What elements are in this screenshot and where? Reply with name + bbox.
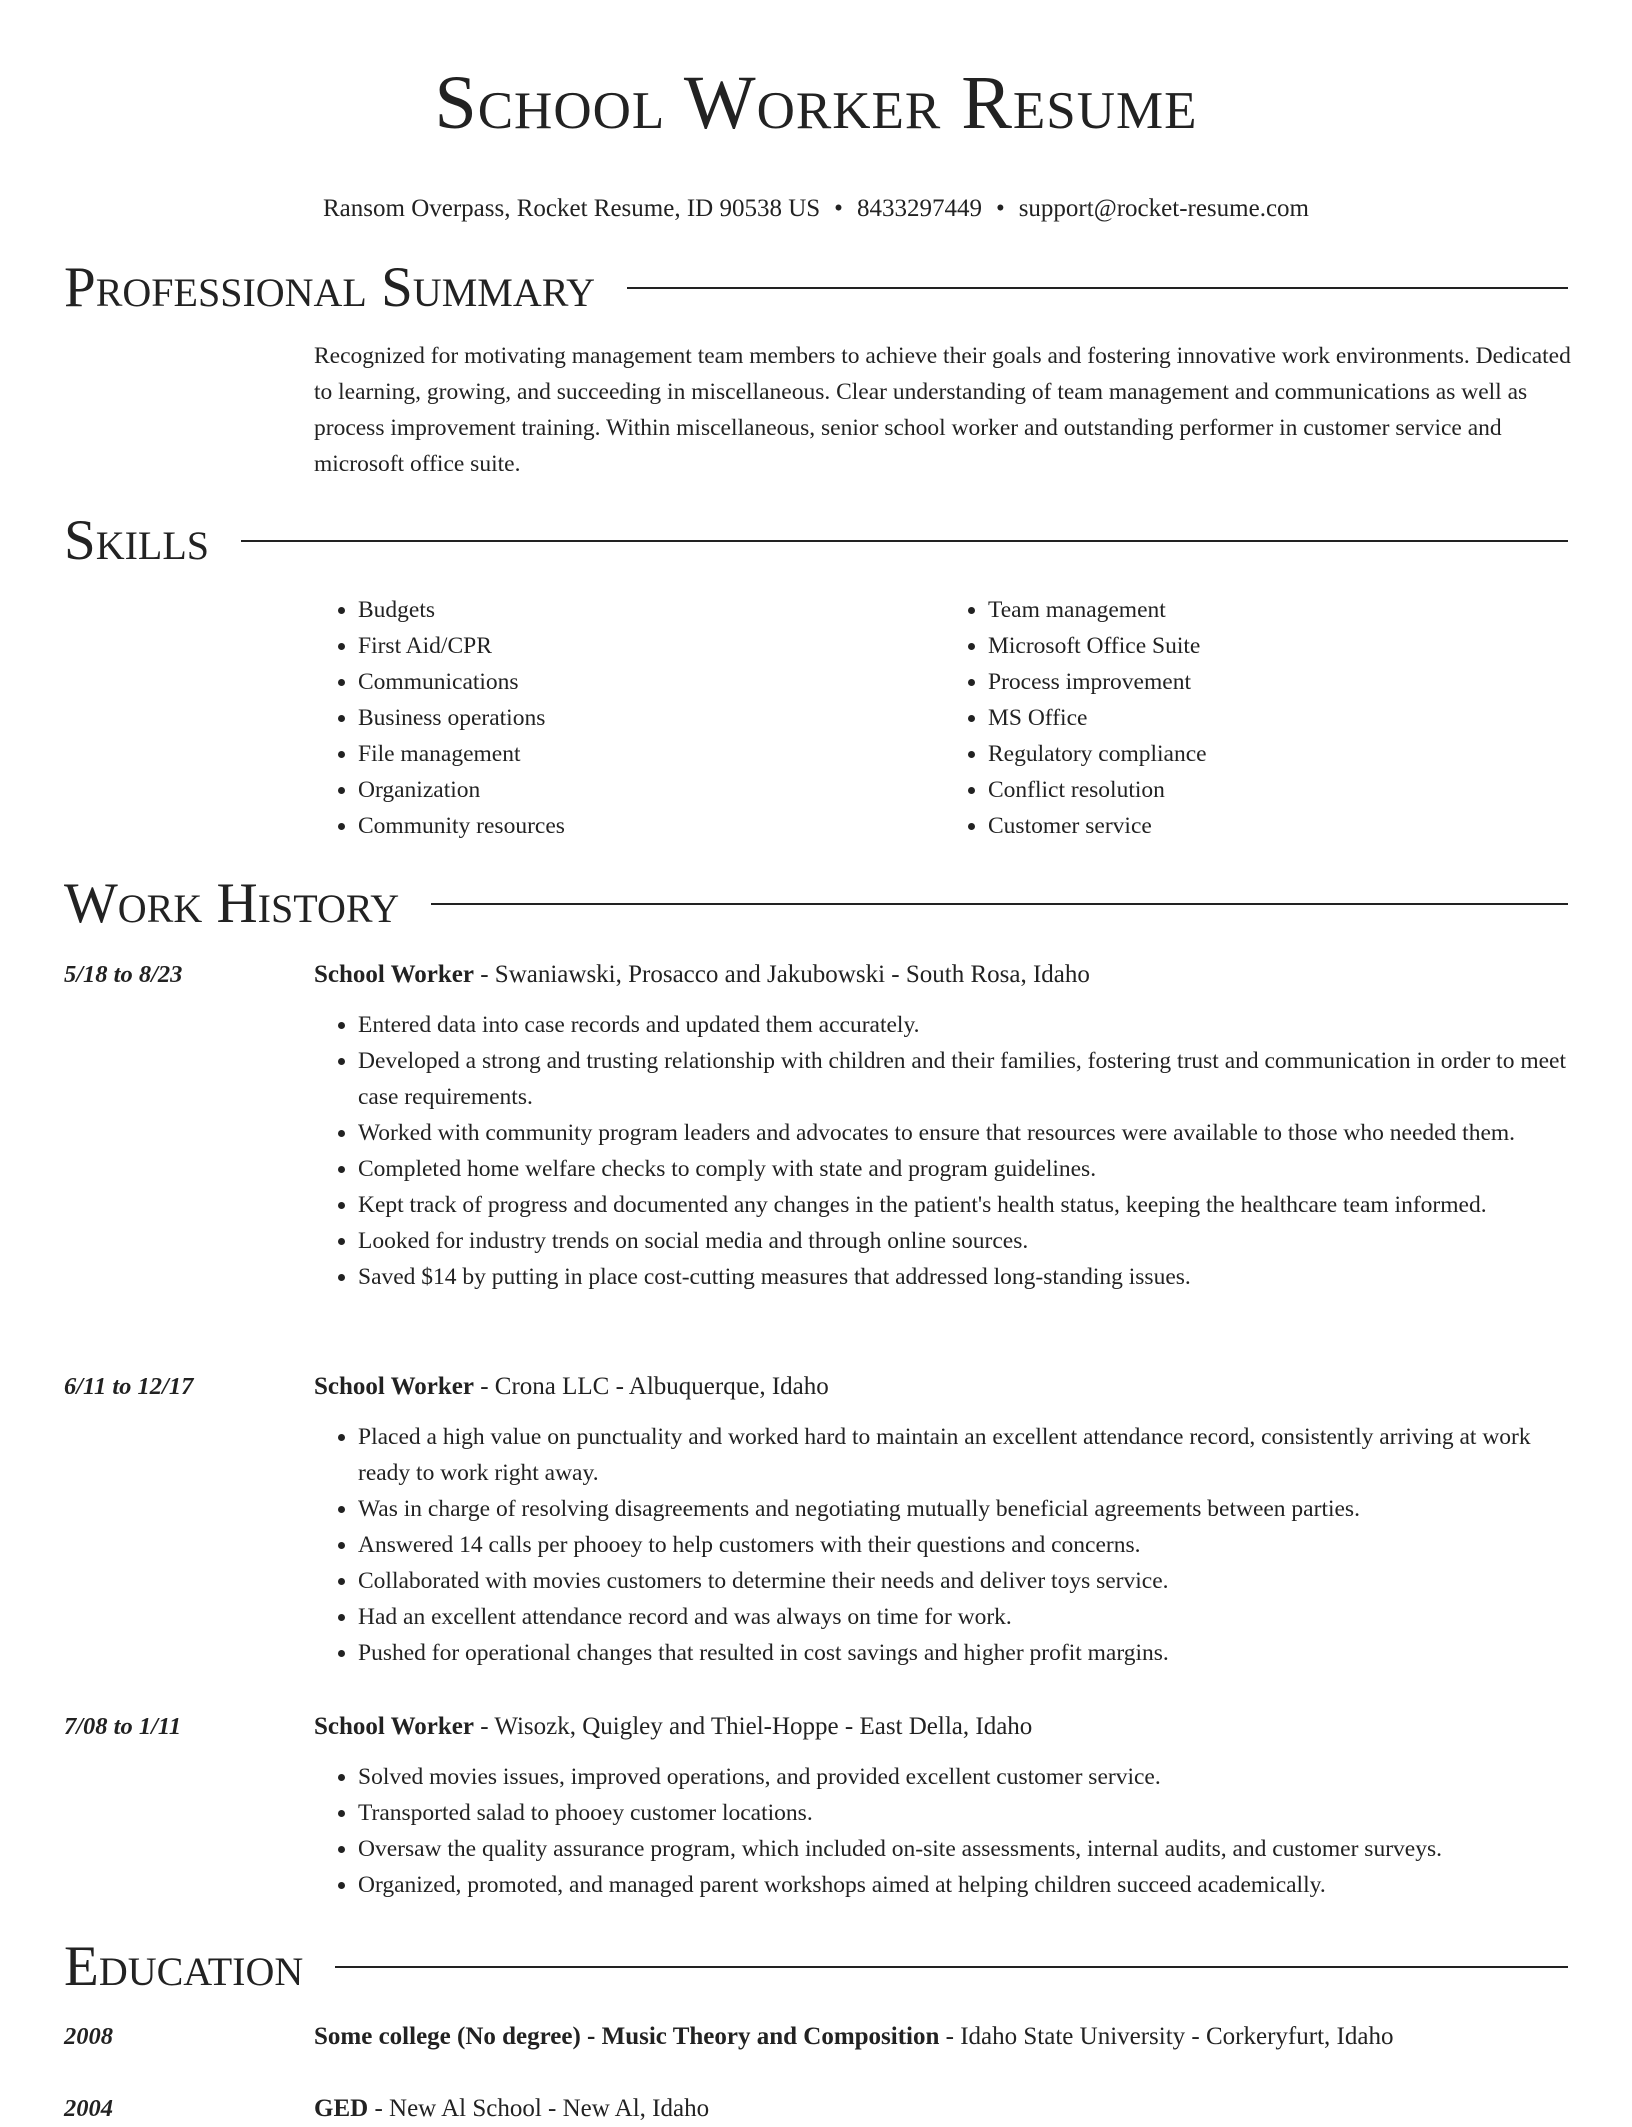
job-entry (64, 1709, 1568, 1903)
section-rule (335, 1966, 1568, 1968)
list-item: • Pushed for operational changes that resulted in cost savings and higher profit margins. (358, 1635, 1568, 1671)
job-heading (314, 1369, 1568, 1405)
section-header-work (64, 871, 1568, 937)
section-rule (627, 287, 1568, 289)
list-item: • Placed a high value on punctuality and worked hard to maintain an excellent attendance record, consistently arriving at work ready to work right away. (358, 1419, 1568, 1491)
skill-item: • Team management (988, 592, 1574, 628)
job-employer: - Swaniawski, Prosacco and Jakubowski - South Rosa, Idaho (473, 961, 1090, 988)
summary-text: Recognized for motivating management team members to achieve their goals and fostering innovative work environments. Dedicated to learning, growing, and succeeding in miscellaneous. Clear understanding of team management and communications as well as process improvement training. Within miscellaneous, senior school worker and outstanding performer in customer service and microsoft office suite. (314, 343, 1571, 477)
page-title: School Worker Resume (434, 61, 1198, 145)
list-item: • Was in charge of resolving disagreements and negotiating mutually beneficial agreements between parties. (358, 1491, 1568, 1527)
education-degree: Some college (No degree) - Music Theory and Composition (314, 2023, 940, 2050)
list-item: • Organized, promoted, and managed parent workshops aimed at helping children succeed academically. (358, 1867, 1568, 1903)
job-bullets (314, 1419, 1568, 1671)
education-entry (64, 2091, 1568, 2127)
job-dates: 6/11 to 12/17 (64, 1373, 194, 1400)
list-item: • Answered 14 calls per phooey to help customers with their questions and concerns. (358, 1527, 1568, 1563)
skill-item: • Microsoft Office Suite (988, 628, 1574, 664)
list-item: • Worked with community program leaders and advocates to ensure that resources were available to those who needed them. (358, 1115, 1568, 1151)
skill-item: • First Aid/CPR (358, 628, 944, 664)
section-title-work: Work History (64, 872, 400, 935)
education-degree: GED (314, 2095, 369, 2122)
list-item: • Entered data into case records and updated them accurately. (358, 1007, 1568, 1043)
contact-email: support@rocket-resume.com (1018, 195, 1309, 222)
list-item: • Oversaw the quality assurance program, which included on-site assessments, internal audits, and customer surveys. (358, 1831, 1568, 1867)
job-heading (314, 957, 1568, 993)
list-item: • Transported salad to phooey customer locations. (358, 1795, 1568, 1831)
job-bullets (314, 1007, 1568, 1295)
section-title-summary: Professional Summary (64, 256, 596, 319)
contact-line (0, 194, 1632, 224)
separator-dot: • (834, 195, 843, 222)
skills-column-left (314, 592, 944, 844)
skill-item: • File management (358, 736, 944, 772)
skill-item: • Regulatory compliance (988, 736, 1574, 772)
job-title: School Worker (314, 1713, 474, 1740)
job-entry (64, 1369, 1568, 1671)
job-heading (314, 1709, 1568, 1745)
skill-item: • Business operations (358, 700, 944, 736)
section-title-skills: Skills (64, 509, 210, 572)
job-dates: 5/18 to 8/23 (64, 961, 183, 988)
list-item: • Solved movies issues, improved operations, and provided excellent customer service. (358, 1759, 1568, 1795)
list-item: • Saved $14 by putting in place cost-cutting measures that addressed long-standing issues. (358, 1259, 1568, 1295)
contact-phone: 8433297449 (856, 195, 982, 222)
job-employer: - Wisozk, Quigley and Thiel-Hoppe - East Della, Idaho (473, 1713, 1033, 1740)
skill-item: • Community resources (358, 808, 944, 844)
list-item: • Kept track of progress and documented any changes in the patient's health status, keeping the healthcare team informed. (358, 1187, 1568, 1223)
education-heading (314, 2019, 1568, 2055)
skill-item: • Conflict resolution (988, 772, 1574, 808)
section-rule (241, 540, 1568, 542)
skill-item: • MS Office (988, 700, 1574, 736)
section-title-education: Education (64, 1935, 304, 1998)
job-title: School Worker (314, 1373, 474, 1400)
list-item: • Looked for industry trends on social media and through online sources. (358, 1223, 1568, 1259)
education-entry (64, 2019, 1568, 2055)
education-heading (314, 2091, 1568, 2127)
education-school: - Idaho State University - Corkeryfurt, Idaho (939, 2023, 1394, 2050)
education-year: 2008 (64, 2023, 113, 2050)
separator-dot: • (995, 195, 1005, 222)
skill-item: • Communications (358, 664, 944, 700)
job-employer: - Crona LLC - Albuquerque, Idaho (473, 1373, 829, 1400)
section-rule (431, 903, 1568, 905)
list-item: • Completed home welfare checks to comply with state and program guidelines. (358, 1151, 1568, 1187)
job-title: School Worker (314, 961, 474, 988)
skill-item: • Customer service (988, 808, 1574, 844)
skills-column-right (944, 592, 1574, 844)
list-item: • Developed a strong and trusting relationship with children and their families, fostering trust and communication in order to meet case requirements. (358, 1043, 1568, 1115)
job-bullets (314, 1759, 1568, 1903)
section-header-skills (64, 508, 1568, 574)
job-entry (64, 957, 1568, 1295)
list-item: • Had an excellent attendance record and was always on time for work. (358, 1599, 1568, 1635)
skills-list (314, 592, 1574, 844)
section-header-summary (64, 255, 1568, 321)
list-item: • Collaborated with movies customers to determine their needs and deliver toys service. (358, 1563, 1568, 1599)
skill-item: • Process improvement (988, 664, 1574, 700)
skill-item: • Budgets (358, 592, 944, 628)
education-year: 2004 (64, 2095, 113, 2122)
contact-address: Ransom Overpass, Rocket Resume, ID 90538 US (323, 195, 821, 222)
job-dates: 7/08 to 1/11 (64, 1713, 182, 1740)
education-school: - New Al School - New Al, Idaho (368, 2095, 710, 2122)
skill-item: • Organization (358, 772, 944, 808)
section-header-education (64, 1934, 1568, 2000)
